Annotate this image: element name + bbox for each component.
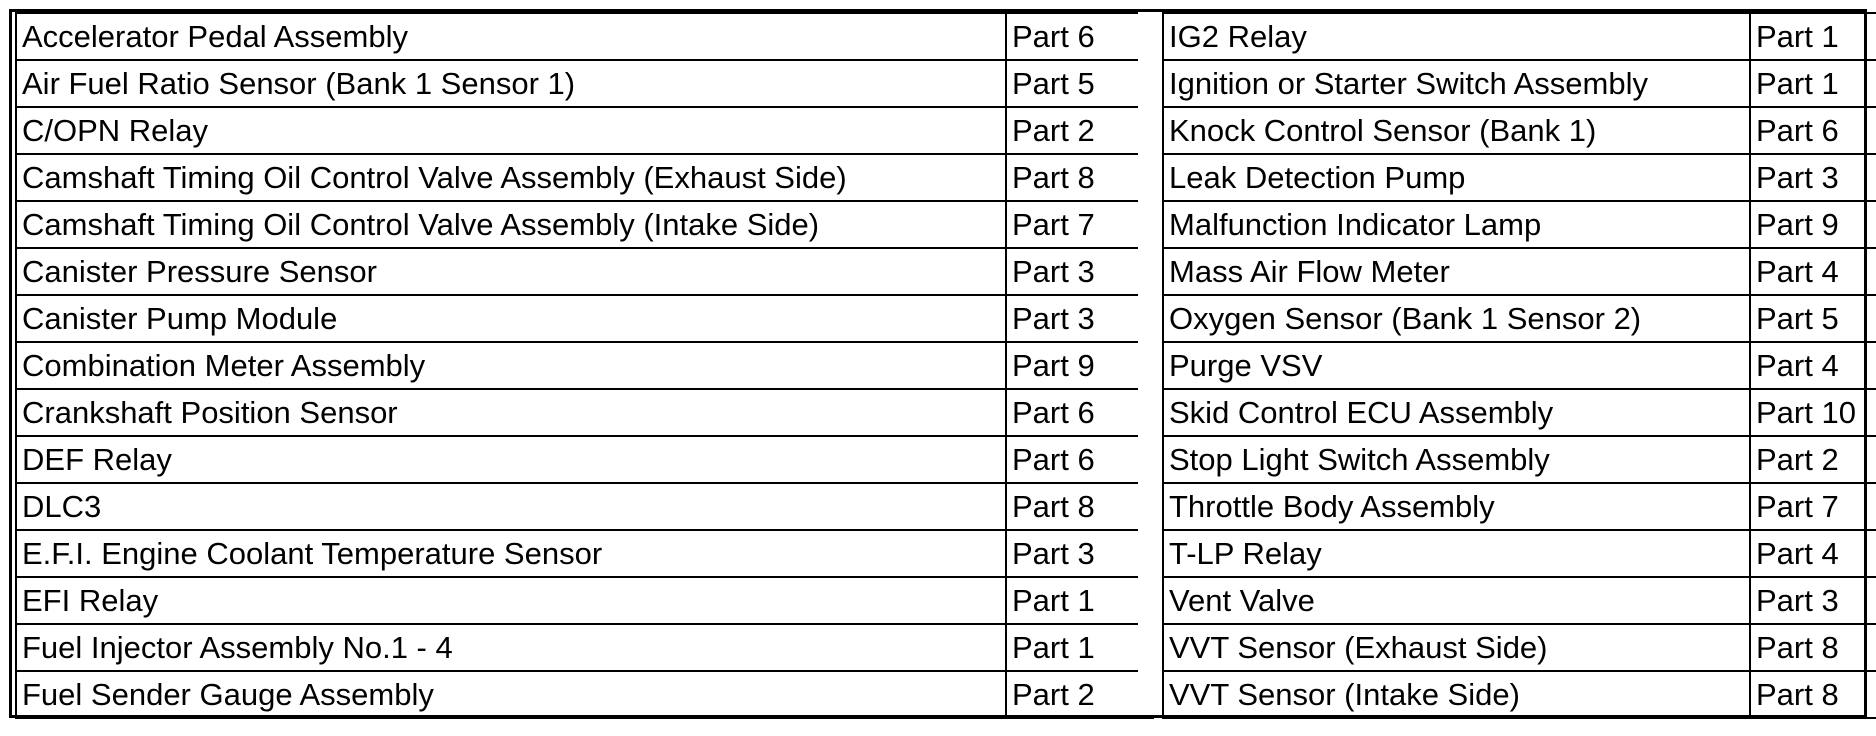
component-name-cell: Throttle Body Assembly (1163, 483, 1750, 530)
table-row (1163, 60, 1876, 107)
component-name-cell: Vent Valve (1163, 577, 1750, 624)
component-name-cell: VVT Sensor (Intake Side) (1163, 671, 1750, 718)
component-name-cell: Accelerator Pedal Assembly (16, 13, 1006, 60)
table-row (16, 624, 1153, 671)
part-reference-cell: Part 8 (1006, 154, 1153, 201)
table-row (16, 671, 1153, 718)
part-reference-cell: Part 1 (1750, 13, 1876, 60)
table-row (1163, 248, 1876, 295)
table-row (16, 107, 1153, 154)
component-name-cell: EFI Relay (16, 577, 1006, 624)
part-reference-cell: Part 9 (1006, 342, 1153, 389)
part-reference-cell: Part 3 (1006, 295, 1153, 342)
table-row (16, 60, 1153, 107)
table-row (1163, 389, 1876, 436)
part-reference-cell: Part 7 (1750, 483, 1876, 530)
component-name-cell: DLC3 (16, 483, 1006, 530)
table-row (16, 295, 1153, 342)
table-row (1163, 483, 1876, 530)
component-name-cell: Knock Control Sensor (Bank 1) (1163, 107, 1750, 154)
component-name-cell: Combination Meter Assembly (16, 342, 1006, 389)
part-reference-cell: Part 4 (1750, 342, 1876, 389)
part-reference-cell: Part 2 (1750, 436, 1876, 483)
table-row (1163, 624, 1876, 671)
component-name-cell: Ignition or Starter Switch Assembly (1163, 60, 1750, 107)
part-reference-cell: Part 3 (1006, 248, 1153, 295)
part-reference-cell: Part 8 (1750, 624, 1876, 671)
right-table (1162, 12, 1876, 719)
table-row (1163, 436, 1876, 483)
part-reference-cell: Part 9 (1750, 201, 1876, 248)
column-divider (1138, 12, 1162, 715)
table-row (16, 436, 1153, 483)
left-table (15, 12, 1154, 719)
table-row (1163, 154, 1876, 201)
part-reference-cell: Part 5 (1750, 295, 1876, 342)
part-reference-cell: Part 4 (1750, 248, 1876, 295)
component-name-cell: Malfunction Indicator Lamp (1163, 201, 1750, 248)
left-column (15, 12, 1138, 715)
table-row (1163, 530, 1876, 577)
table-row (16, 13, 1153, 60)
component-name-cell: T-LP Relay (1163, 530, 1750, 577)
part-reference-cell: Part 7 (1006, 201, 1153, 248)
component-name-cell: VVT Sensor (Exhaust Side) (1163, 624, 1750, 671)
table-row (16, 342, 1153, 389)
part-reference-cell: Part 2 (1006, 671, 1153, 718)
part-reference-cell: Part 3 (1006, 530, 1153, 577)
part-reference-cell: Part 6 (1006, 13, 1153, 60)
component-name-cell: Crankshaft Position Sensor (16, 389, 1006, 436)
table-row (1163, 671, 1876, 718)
component-name-cell: C/OPN Relay (16, 107, 1006, 154)
component-name-cell: Canister Pressure Sensor (16, 248, 1006, 295)
table-row (1163, 342, 1876, 389)
table-row (1163, 107, 1876, 154)
table-row (16, 577, 1153, 624)
component-name-cell: Stop Light Switch Assembly (1163, 436, 1750, 483)
table-row (1163, 295, 1876, 342)
part-reference-cell: Part 6 (1006, 389, 1153, 436)
part-reference-cell: Part 1 (1006, 577, 1153, 624)
component-name-cell: IG2 Relay (1163, 13, 1750, 60)
part-reference-cell: Part 3 (1750, 577, 1876, 624)
component-name-cell: Skid Control ECU Assembly (1163, 389, 1750, 436)
component-name-cell: Purge VSV (1163, 342, 1750, 389)
part-reference-cell: Part 5 (1006, 60, 1153, 107)
component-name-cell: Fuel Injector Assembly No.1 - 4 (16, 624, 1006, 671)
component-name-cell: E.F.I. Engine Coolant Temperature Sensor (16, 530, 1006, 577)
component-name-cell: Canister Pump Module (16, 295, 1006, 342)
component-name-cell: Oxygen Sensor (Bank 1 Sensor 2) (1163, 295, 1750, 342)
part-reference-cell: Part 4 (1750, 530, 1876, 577)
part-reference-cell: Part 8 (1006, 483, 1153, 530)
table-row (16, 530, 1153, 577)
part-reference-cell: Part 3 (1750, 154, 1876, 201)
component-name-cell: Camshaft Timing Oil Control Valve Assembly (Intake Side) (16, 201, 1006, 248)
part-reference-cell: Part 10 (1750, 389, 1876, 436)
table-row (16, 201, 1153, 248)
part-reference-cell: Part 1 (1006, 624, 1153, 671)
table-row (1163, 577, 1876, 624)
right-column (1162, 12, 1863, 715)
component-name-cell: Air Fuel Ratio Sensor (Bank 1 Sensor 1) (16, 60, 1006, 107)
component-name-cell: Leak Detection Pump (1163, 154, 1750, 201)
table-row (16, 248, 1153, 295)
table-row (1163, 13, 1876, 60)
part-reference-cell: Part 2 (1006, 107, 1153, 154)
component-name-cell: Camshaft Timing Oil Control Valve Assembly (Exhaust Side) (16, 154, 1006, 201)
table-row (16, 483, 1153, 530)
component-name-cell: Mass Air Flow Meter (1163, 248, 1750, 295)
part-reference-cell: Part 1 (1750, 60, 1876, 107)
table-row (16, 154, 1153, 201)
component-name-cell: DEF Relay (16, 436, 1006, 483)
component-name-cell: Fuel Sender Gauge Assembly (16, 671, 1006, 718)
table-row (16, 389, 1153, 436)
component-index-table (9, 9, 1867, 718)
table-row (1163, 201, 1876, 248)
part-reference-cell: Part 6 (1006, 436, 1153, 483)
part-reference-cell: Part 8 (1750, 671, 1876, 718)
part-reference-cell: Part 6 (1750, 107, 1876, 154)
